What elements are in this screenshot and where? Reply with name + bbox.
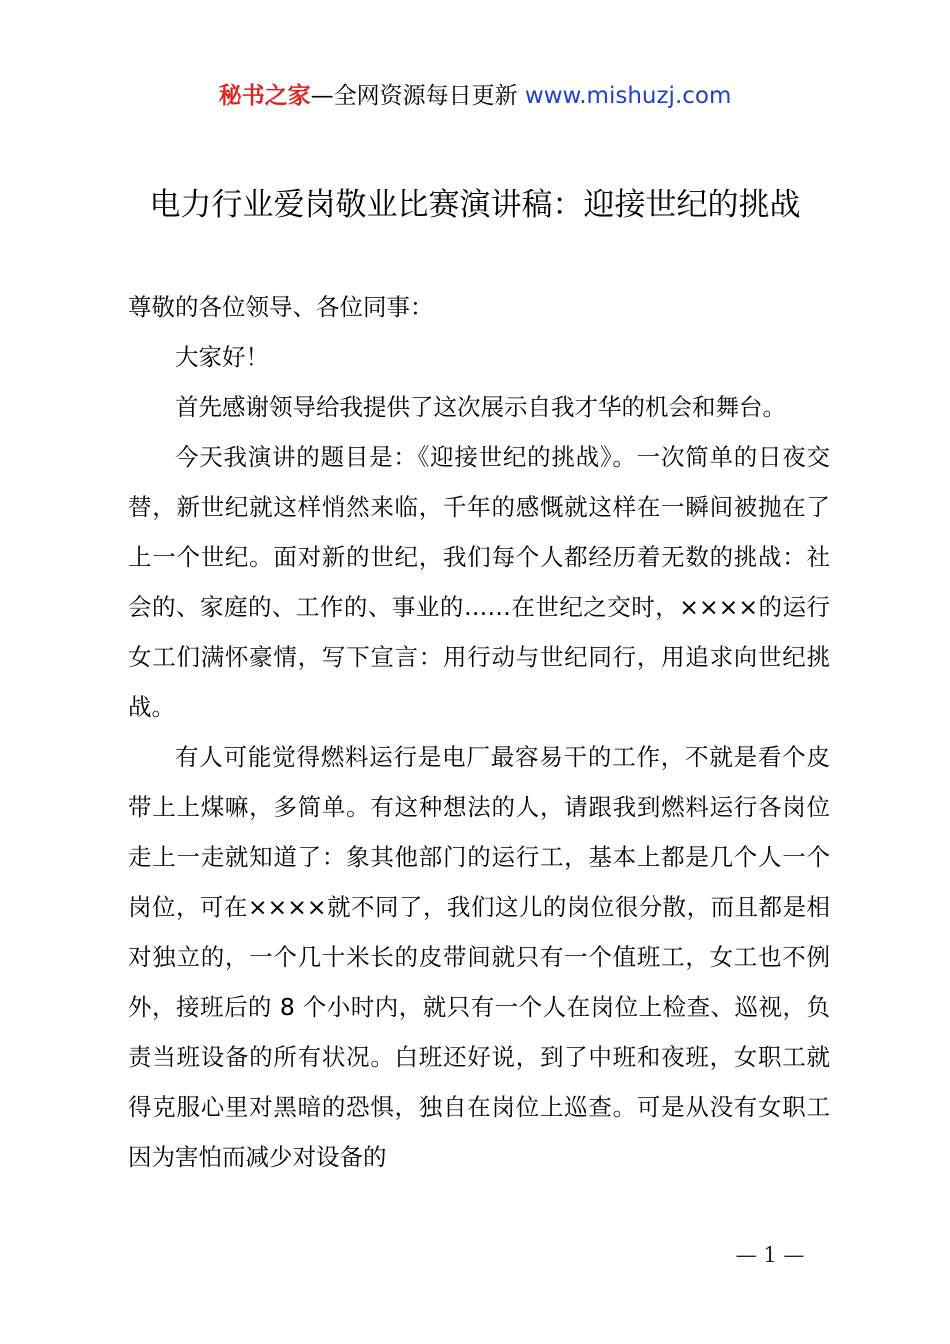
document-body [128,282,830,1182]
paragraph-thanks: 首先感谢领导给我提供了这次展示自我才华的机会和舞台。 [175,393,786,421]
salutation: 尊敬的各位领导、各位同事： [128,293,434,321]
brand-name: 秘书之家 [218,83,311,109]
document-title: 电力行业爱岗敬业比赛演讲稿：迎接世纪的挑战 [149,187,801,223]
site-url-link[interactable]: www.mishuzj.com [524,83,732,109]
paragraph-greeting: 大家好！ [175,343,269,371]
banner-tagline: —全网资源每日更新 [310,83,525,109]
site-banner [0,80,950,112]
paragraph-fuel-operation: 有人可能觉得燃料运行是电厂最容易干的工作，不就是看个皮带上上煤嘛，多简单。有这种想法的人，请跟我到燃料运行各岗位走上一走就知道了：象其他部门的运行工，基本上都是几个人一个岗位，可在××××就不同了，我们这儿的岗位很分散，而且都是相对独立的，一个几十米长的皮带间就只有一个值班工，女工也不例外，接班后的 8 个小时内，就只有一个人在岗位上检查、巡视，负责当班设备的所有状况。白班还好说，到了中班和夜班，女职工就得克服心里对黑暗的恐惧，独自在岗位上巡查。可是从没有女职工因为害怕而减少对设备的 [128,743,830,1171]
page-number: — 1 — [735,1243,805,1267]
paragraph-topic: 今天我演讲的题目是：《迎接世纪的挑战》。一次简单的日夜交替，新世纪就这样悄然来临，千年的感慨就这样在一瞬间被抛在了上一个世纪。面对新的世纪，我们每个人都经历着无数的挑战：社会的、家庭的、工作的、事业的……在世纪之交时，××××的运行女工们满怀豪情，写下宣言：用行动与世纪同行，用追求向世纪挑战。 [128,443,830,721]
